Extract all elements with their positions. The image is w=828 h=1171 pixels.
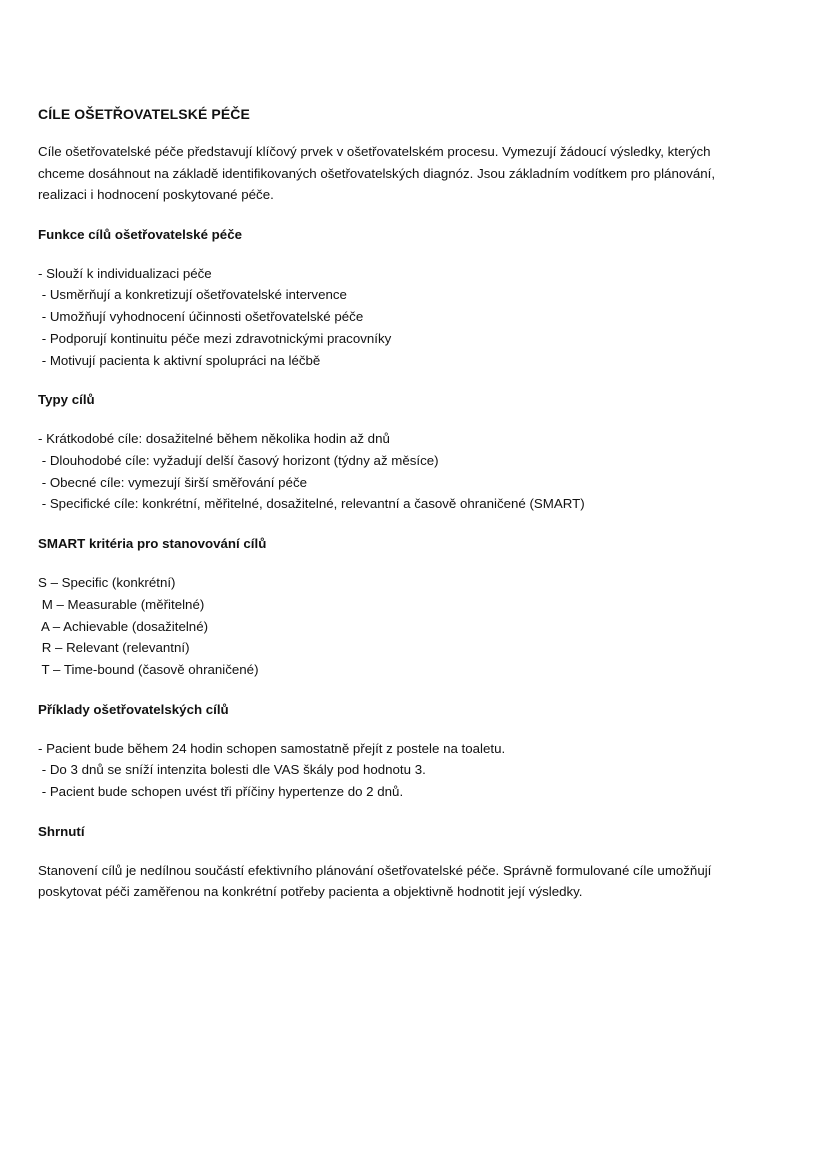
section-heading-funkce: Funkce cílů ošetřovatelské péče (38, 226, 242, 242)
list-item: T – Time-bound (časově ohraničené) (38, 661, 259, 677)
intro-line: chceme dosáhnout na základě identifikovaných ošetřovatelských diagnóz. Jsou základním vodítkem pro plánování, (38, 165, 716, 181)
document-title: CÍLE OŠETŘOVATELSKÉ PÉČE (38, 106, 250, 122)
list-typy (38, 428, 798, 515)
section-heading-priklady: Příklady ošetřovatelských cílů (38, 701, 229, 717)
intro-paragraph (38, 141, 798, 206)
list-smart (38, 572, 798, 681)
document-page (38, 106, 798, 903)
list-priklady (38, 738, 798, 803)
list-item: - Umožňují vyhodnocení účinnosti ošetřovatelské péče (38, 309, 364, 325)
section-heading-smart: SMART kritéria pro stanovování cílů (38, 536, 267, 552)
list-item: A – Achievable (dosažitelné) (38, 618, 209, 634)
list-item: R – Relevant (relevantní) (38, 640, 190, 656)
list-item: - Usměrňují a konkretizují ošetřovatelské intervence (38, 287, 347, 303)
list-item: - Obecné cíle: vymezují širší směřování péče (38, 474, 307, 490)
list-item: - Motivují pacienta k aktivní spolupráci na léčbě (38, 352, 321, 368)
list-item: M – Measurable (měřitelné) (38, 596, 205, 612)
list-item: S – Specific (konkrétní) (38, 575, 176, 591)
intro-line: Cíle ošetřovatelské péče představují klíčový prvek v ošetřovatelském procesu. Vymezují žádoucí výsledky, kterých (38, 144, 711, 159)
section-heading-typy: Typy cílů (38, 392, 95, 408)
list-item: - Pacient bude během 24 hodin schopen samostatně přejít z postele na toaletu. (38, 740, 506, 756)
section-heading-shrnuti: Shrnutí (38, 823, 85, 839)
list-funkce (38, 263, 798, 372)
summary-line: poskytovat péči zaměřenou na konkrétní potřeby pacienta a objektivně hodnotit její výsledky. (38, 884, 583, 900)
summary-line: Stanovení cílů je nedílnou součástí efektivního plánování ošetřovatelské péče. Správně formulované cíle umožňují (38, 862, 712, 878)
list-item: - Podporují kontinuitu péče mezi zdravotnickými pracovníky (38, 330, 392, 346)
summary-paragraph (38, 860, 798, 903)
list-item: - Do 3 dnů se sníží intenzita bolesti dle VAS škály pod hodnotu 3. (38, 762, 426, 778)
list-item: - Specifické cíle: konkrétní, měřitelné, dosažitelné, relevantní a časově ohraničené (SMART) (38, 496, 585, 512)
list-item: - Slouží k individualizaci péče (38, 265, 212, 281)
list-item: - Krátkodobé cíle: dosažitelné během několika hodin až dnů (38, 431, 390, 447)
intro-line: realizaci i hodnocení poskytované péče. (38, 187, 274, 203)
list-item: - Pacient bude schopen uvést tři příčiny hypertenze do 2 dnů. (38, 784, 404, 800)
list-item: - Dlouhodobé cíle: vyžadují delší časový horizont (týdny až měsíce) (38, 453, 439, 468)
